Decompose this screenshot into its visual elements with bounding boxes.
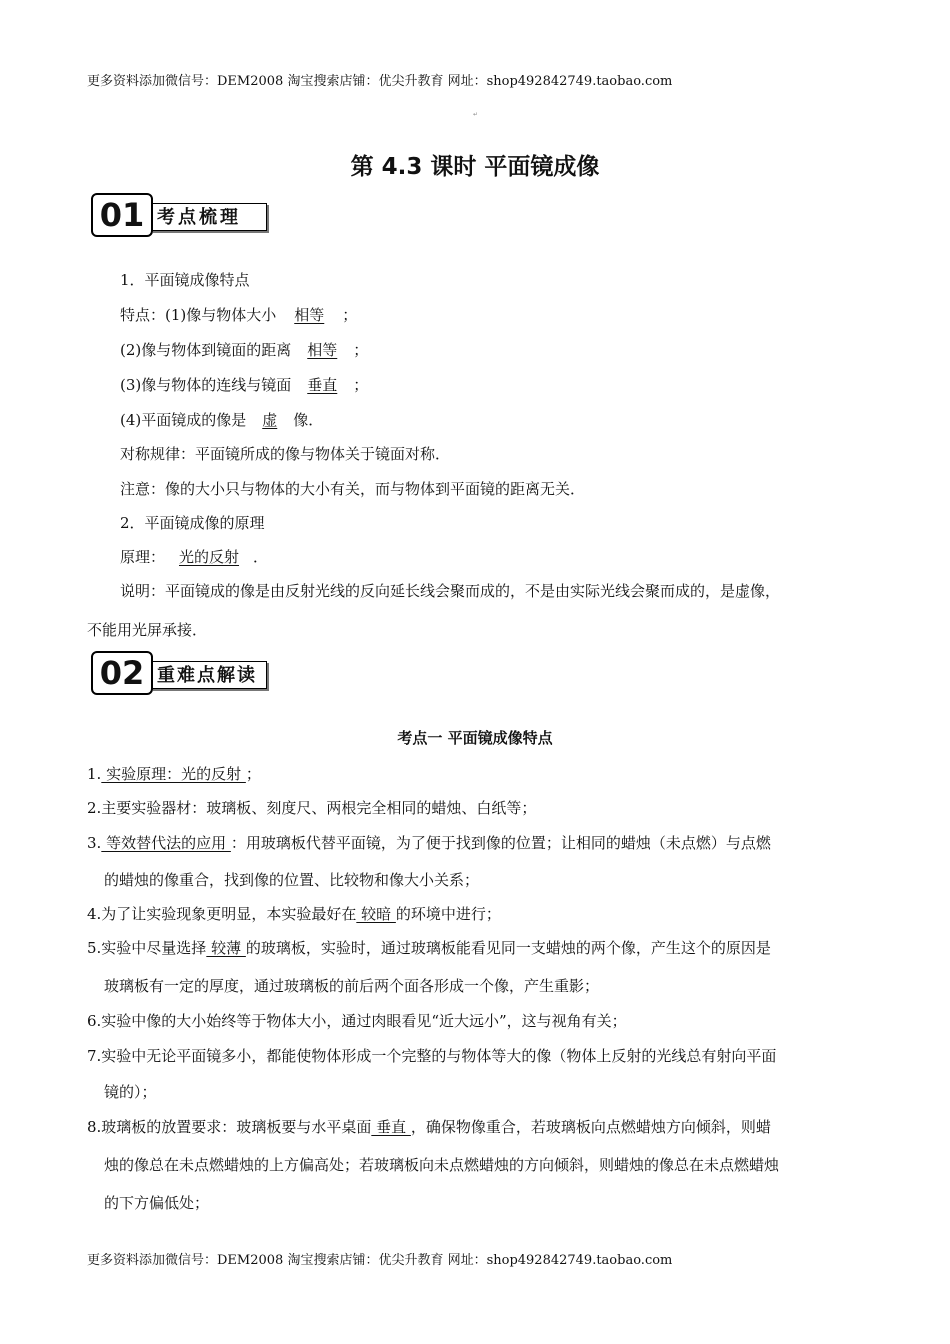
page-footer: 更多资料添加微信号：DEM2008 淘宝搜索店铺：优尖升教育 网址：shop492842749.taobao.com [87,1253,673,1268]
text-line: 烛的像总在未点燃蜡烛的上方偏高处；若玻璃板向未点燃蜡烛的方向倾斜，则蜡烛的像总在未点燃蜡烛 [104,1156,780,1174]
text-line: 的下方偏低处； [104,1194,210,1212]
text-line: 对称规律：平面镜所成的像与物体关于镜面对称． [120,445,451,463]
text-line: (3)像与物体的连线与镜面 垂直 ； [120,376,369,394]
text-line: 8.玻璃板的放置要求：玻璃板要与水平桌面 垂直 ，确保物像重合，若玻璃板向点燃蜡烛方向倾斜，则蜡 [87,1118,771,1136]
text-line: 镜的）； [104,1083,157,1101]
subsection-title: 考点一 平面镜成像特点 [397,729,553,747]
text-line: 原理： 光的反射 ． [120,548,269,566]
text-line: 2．平面镜成像的原理 [120,514,265,532]
paragraph-mark: ↵ [473,111,479,118]
text-line: 的蜡烛的像重合，找到像的位置、比较物和像大小关系； [104,871,480,889]
section-number: 02 [91,651,153,695]
text-line: 1. 实验原理：光的反射 ； [87,765,261,783]
text-line: 7.实验中无论平面镜多小，都能使物体形成一个完整的与物体等大的像（物体上反射的光线总有射向平面 [87,1047,777,1065]
page-header: 更多资料添加微信号：DEM2008 淘宝搜索店铺：优尖升教育 网址：shop492842749.taobao.com [87,74,673,89]
text-line: 特点：(1)像与物体大小 相等 ； [120,306,358,324]
text-line: 不能用光屏承接． [87,621,208,639]
text-line: 4.为了让实验现象更明显，本实验最好在 较暗 的环境中进行； [87,905,501,923]
section-label: 重难点解读 [151,661,267,689]
section-label: 考点梳理 [151,203,267,231]
text-line: 5.实验中尽量选择 较薄 的玻璃板，实验时，通过玻璃板能看见同一支蜡烛的两个像，产生这个的原因是 [87,939,771,957]
text-line: (2)像与物体到镜面的距离 相等 ； [120,341,369,359]
text-line: 2.主要实验器材：玻璃板、刻度尺、两根完全相同的蜡烛、白纸等； [87,799,537,817]
text-line: (4)平面镜成的像是 虚 像． [120,411,324,429]
text-line: 说明：平面镜成的像是由反射光线的反向延长线会聚而成的，不是由实际光线会聚而成的，是虚像， [120,582,781,600]
text-line: 6.实验中像的大小始终等于物体大小，通过肉眼看见“近大远小”，这与视角有关； [87,1012,627,1030]
text-line: 注意：像的大小只与物体的大小有关，而与物体到平面镜的距离无关． [120,480,586,498]
text-line: 3. 等效替代法的应用 ：用玻璃板代替平面镜，为了便于找到像的位置；让相同的蜡烛（未点燃）与点燃 [87,834,771,852]
text-line: 1．平面镜成像特点 [120,271,250,289]
page-title: 第 4.3 课时 平面镜成像 [350,154,600,180]
text-line: 玻璃板有一定的厚度，通过玻璃板的前后两个面各形成一个像，产生重影； [104,977,600,995]
section-number: 01 [91,193,153,237]
